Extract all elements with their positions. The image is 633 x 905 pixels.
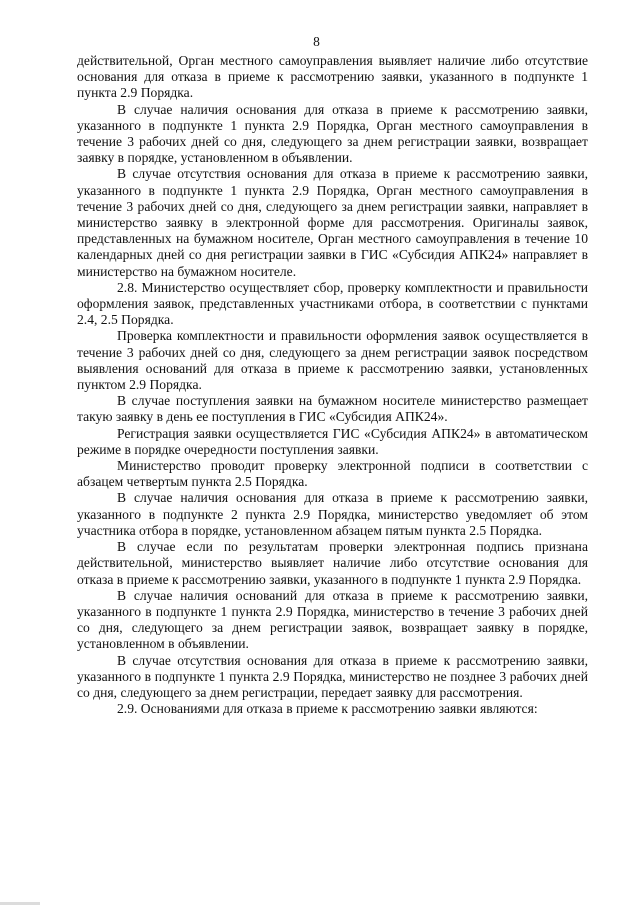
paragraph-registration: Регистрация заявки осуществляется ГИС «Субсидия АПК24» в автоматическом режиме в порядке очередности поступления заявки.: [77, 425, 588, 457]
paragraph-continuation: действительной, Орган местного самоуправления выявляет наличие либо отсутствие основания для отказа в приеме к рассмотрению заявки, указанного в подпункте 1 пункта 2.9 Порядка.: [77, 53, 588, 101]
paragraph-forward-to-ministry: В случае отсутствия основания для отказа в приеме к рассмотрению заявки, указанного в подпункте 1 пункта 2.9 Порядка, Орган местного самоуправления в течение 3 рабочих дней со дня, следующего за днем регистрации заявки, направляет в министерство заявку в электронной форме для рассмотрения. Оригиналы заявок, представленных на бумажном носителе, Орган местного самоуправления в течение 10 календарных дней со дня регистрации заявки в ГИС «Субсидия АПК24» направляет в министерство на бумажном носителе.: [77, 166, 588, 279]
paragraph-notify-participant: В случае наличия основания для отказа в приеме к рассмотрению заявки, указанного в подпункте 2 пункта 2.9 Порядка, министерство уведомляет об этом участника отбора в порядке, установленном абзацем пятым пункта 2.5 Порядка.: [77, 490, 588, 538]
paragraph-section-2-8: 2.8. Министерство осуществляет сбор, проверку комплектности и правильности оформления заявок, представленных участниками отбора, в соответствии с пунктами 2.4, 2.5 Порядка.: [77, 279, 588, 328]
paragraph-ministry-transfer: В случае отсутствия основания для отказа в приеме к рассмотрению заявки, указанного в подпункте 1 пункта 2.9 Порядка, министерство не позднее 3 рабочих дней со дня, следующего за днем регистрации, передает заявку для рассмотрения.: [77, 652, 588, 700]
paragraph-completeness-check: Проверка комплектности и правильности оформления заявок осуществляется в течение 3 рабочих дней со дня, следующего за днем регистрации заявок посредством выявления оснований для отказа в приеме к рассмотрению заявки, установленных пунктом 2.9 Порядка.: [77, 328, 588, 393]
paragraph-signature-valid: В случае если по результатам проверки электронная подпись признана действительной, министерство выявляет наличие либо отсутствие основания для отказа в приеме к рассмотрению заявки, указанного в подпункте 1 пункта 2.9 Порядка.: [77, 539, 588, 587]
paragraph-paper-submission: В случае поступления заявки на бумажном носителе министерство размещает такую заявку в день ее поступления в ГИС «Субсидия АПК24».: [77, 393, 588, 425]
paragraph-signature-check: Министерство проводит проверку электронной подписи в соответствии с абзацем четвертым пункта 2.5 Порядка.: [77, 458, 588, 490]
page-number: 8: [313, 34, 320, 49]
document-body: [77, 53, 588, 717]
paragraph-ministry-return: В случае наличия оснований для отказа в приеме к рассмотрению заявки, указанного в подпункте 1 пункта 2.9 Порядка, министерство в течение 3 рабочих дней со дня, следующего за днем регистрации заявок, возвращает заявку в порядке, установленном в объявлении.: [77, 587, 588, 652]
paragraph-section-2-9: 2.9. Основаниями для отказа в приеме к рассмотрению заявки являются:: [117, 701, 538, 717]
paragraph-return-application: В случае наличия основания для отказа в приеме к рассмотрению заявки, указанного в подпункте 1 пункта 2.9 Порядка, Орган местного самоуправления в течение 3 рабочих дней со дня, следующего за днем регистрации заявки, возвращает заявку в порядке, установленном в объявлении.: [77, 101, 588, 166]
